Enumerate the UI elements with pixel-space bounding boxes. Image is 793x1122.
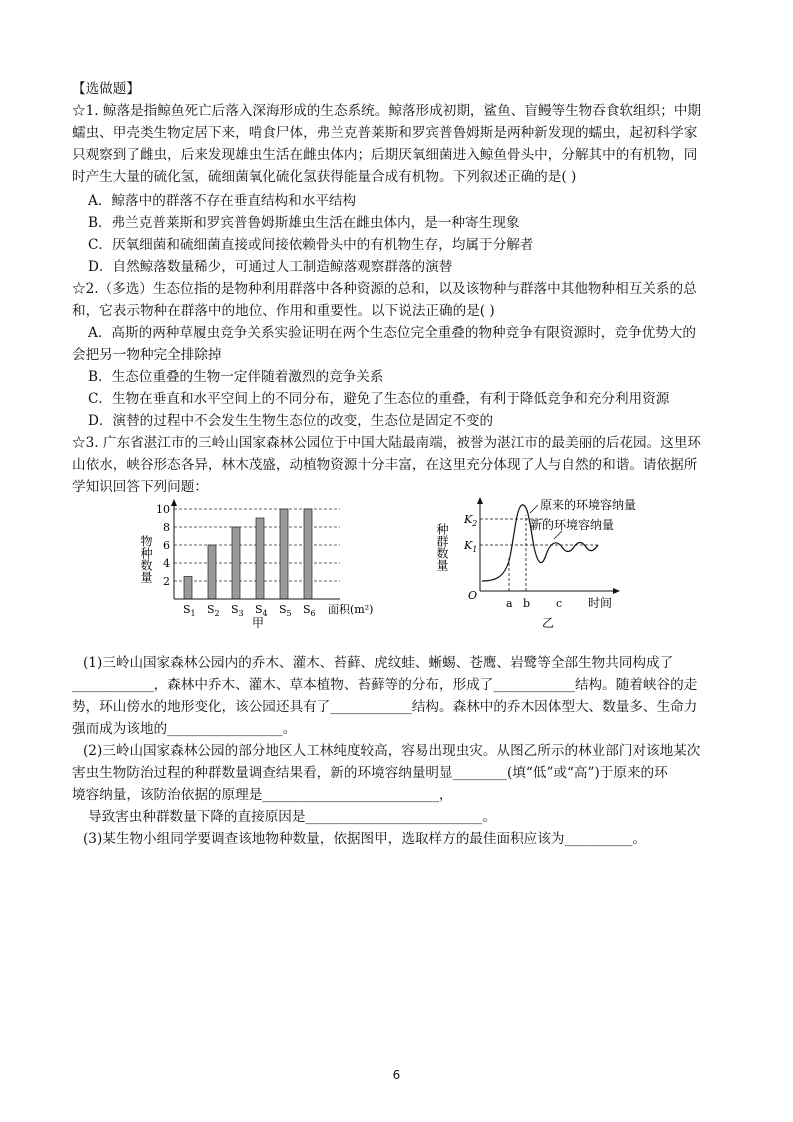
bar-s5 bbox=[280, 509, 288, 599]
q3-stem-line: 学知识回答下列问题： bbox=[72, 479, 208, 495]
label-original-capacity: 原来的环境容纳量 bbox=[540, 498, 637, 512]
y-tick-label: 8 bbox=[163, 521, 170, 534]
label-new-capacity: 新的环境容纳量 bbox=[530, 518, 615, 532]
y-axis-label: 种群数量 bbox=[435, 523, 449, 571]
q3-sub2-line: 境容纳量，该防治依据的原理是__________________________， bbox=[72, 787, 453, 803]
figure-caption-yi: 乙 bbox=[541, 616, 555, 630]
y-axis-label: 物种数量 bbox=[139, 535, 153, 583]
x-tick-label: $S_1$ bbox=[183, 603, 196, 618]
x-axis-label: 时间 bbox=[588, 596, 613, 610]
q1-stem-line: 蠕虫、甲壳类生物定居下来，啃食尸体，弗兰克普莱斯和罗宾普鲁姆斯是两种新发现的蠕虫，起初科学家 bbox=[72, 125, 698, 141]
x-tick-a: a bbox=[506, 597, 513, 610]
q2-option-c: C．生物在垂直和水平空间上的不同分布，避免了生态位的重叠，有利于降低竞争和充分利用资源 bbox=[88, 391, 670, 407]
x-axis-label: 面积(m²) bbox=[328, 603, 374, 616]
q1-option-a: A．鲸落中的群落不存在垂直结构和水平结构 bbox=[88, 193, 357, 209]
q3-stem-line: ☆3. 广东省湛江市的三岭山国家森林公园位于中国大陆最南端，被誉为湛江市的最美丽的后花园。这里环 bbox=[72, 435, 702, 451]
q3-sub2-line: 导致害虫种群数量下降的直接原因是__________________________。 bbox=[88, 809, 496, 825]
x-tick-label: $S_5$ bbox=[279, 603, 292, 618]
page-number: 6 bbox=[392, 1068, 401, 1082]
figure-caption-jia: 甲 bbox=[251, 616, 265, 630]
q2-option-a: A．高斯的两种草履虫竞争关系实验证明在两个生态位完全重叠的物种竞争有限资源时，竞争优势大的 bbox=[88, 325, 696, 341]
y-tick-label: 2 bbox=[163, 575, 170, 588]
q3-sub1-line: 强而成为该地的_________________。 bbox=[72, 721, 297, 737]
x-tick-c: c bbox=[556, 597, 563, 610]
population-curve bbox=[482, 505, 598, 581]
k2-label: $K_2$ bbox=[464, 513, 478, 528]
x-tick-label: $S_3$ bbox=[231, 603, 244, 618]
x-axis-arrow bbox=[613, 588, 620, 594]
q3-stem-line: 山依水，峡谷形态各异，林木茂盛，动植物资源十分丰富，在这里充分体现了人与自然的和谐。请依据所 bbox=[72, 457, 698, 473]
q1-stem-line: ☆1. 鲸落是指鲸鱼死亡后落入深海形成的生态系统。鲸落形成初期，鲨鱼、盲鳗等生物吞食软组织；中期 bbox=[72, 103, 702, 119]
x-tick-label: $S_6$ bbox=[303, 603, 316, 618]
q2-option-d: D．演替的过程中不会发生生物生态位的改变，生态位是固定不变的 bbox=[88, 413, 494, 429]
leader-line-new bbox=[554, 531, 562, 539]
q3-sub1-line: 势，环山傍水的地形变化，该公园还具有了____________结构。森林中的乔木因体型大、数量多、生命力 bbox=[72, 699, 698, 715]
q1-stem-line: 只观察到了雌虫，后来发现雄虫生活在雌虫体内；后期厌氧细菌进入鲸鱼骨头中，分解其中的有机物，同 bbox=[72, 147, 698, 163]
y-tick-label: 4 bbox=[163, 557, 170, 570]
q2-stem-line: 和，它表示物种在群落中的地位、作用和重要性。以下说法正确的是( ) bbox=[72, 303, 495, 319]
y-axis-arrow bbox=[171, 499, 177, 506]
x-tick-label: $S_2$ bbox=[207, 603, 220, 618]
y-tick-label: 6 bbox=[163, 539, 170, 552]
q1-stem-line: 时产生大量的硫化氢，硫细菌氧化硫化氢获得能量合成有机物。下列叙述正确的是( ) bbox=[72, 169, 577, 185]
section-title: 【选做题】 bbox=[72, 81, 140, 97]
bar-s3 bbox=[232, 527, 240, 599]
figure-jia-bar-chart bbox=[140, 495, 410, 635]
q1-option-b: B．弗兰克普莱斯和罗宾普鲁姆斯雄虫生活在雌虫体内，是一种寄生现象 bbox=[88, 215, 520, 231]
bar-s4 bbox=[256, 518, 264, 599]
bar-s6 bbox=[304, 509, 312, 599]
q2-stem-line: ☆2.（多选）生态位指的是物种利用群落中各种资源的总和，以及该物种与群落中其他物种相互关系的总 bbox=[72, 281, 697, 297]
k1-label: $K_1$ bbox=[464, 539, 478, 554]
x-tick-b: b bbox=[523, 597, 531, 610]
bar-s1 bbox=[184, 577, 192, 600]
q3-sub1-line: (1)三岭山国家森林公园内的乔木、灌木、苔藓、虎纹蛙、蜥蜴、苍鹰、岩鹭等全部生物共同构成了 bbox=[83, 655, 674, 671]
origin-label: O bbox=[468, 589, 478, 602]
q2-option-b: B．生态位重叠的生物一定伴随着激烈的竞争关系 bbox=[88, 369, 384, 385]
y-axis-arrow bbox=[477, 497, 483, 504]
x-tick-label: $S_4$ bbox=[255, 603, 268, 618]
figure-yi-population-curve bbox=[435, 495, 658, 635]
y-tick-label: 10 bbox=[156, 503, 170, 516]
q1-option-c: C．厌氧细菌和硫细菌直接或间接依赖骨头中的有机物生存，均属于分解者 bbox=[88, 237, 534, 253]
q3-sub2-line: 害虫生物防治过程的种群数量调查结果看，新的环境容纳量明显________(填“低”或“高”)于原来的环 bbox=[72, 765, 668, 781]
q2-option-a-cont: 会把另一物种完全排除掉 bbox=[72, 347, 222, 363]
q3-sub1-line: ____________，森林中乔木、灌木、草本植物、苔藓等的分布，形成了____________结构。随着峡谷的走 bbox=[72, 677, 698, 693]
leader-line-original bbox=[530, 505, 538, 513]
q3-sub2-line: (2)三岭山国家森林公园的部分地区人工林纯度较高，容易出现虫灾。从图乙所示的林业部门对该地某次 bbox=[83, 743, 701, 759]
q1-option-d: D．自然鲸落数量稀少，可通过人工制造鲸落观察群落的演替 bbox=[88, 259, 453, 275]
bar-s2 bbox=[208, 545, 216, 599]
q3-sub3-line: (3)某生物小组同学要调查该地物种数量，依据图甲，选取样方的最佳面积应该为__________。 bbox=[83, 831, 647, 847]
